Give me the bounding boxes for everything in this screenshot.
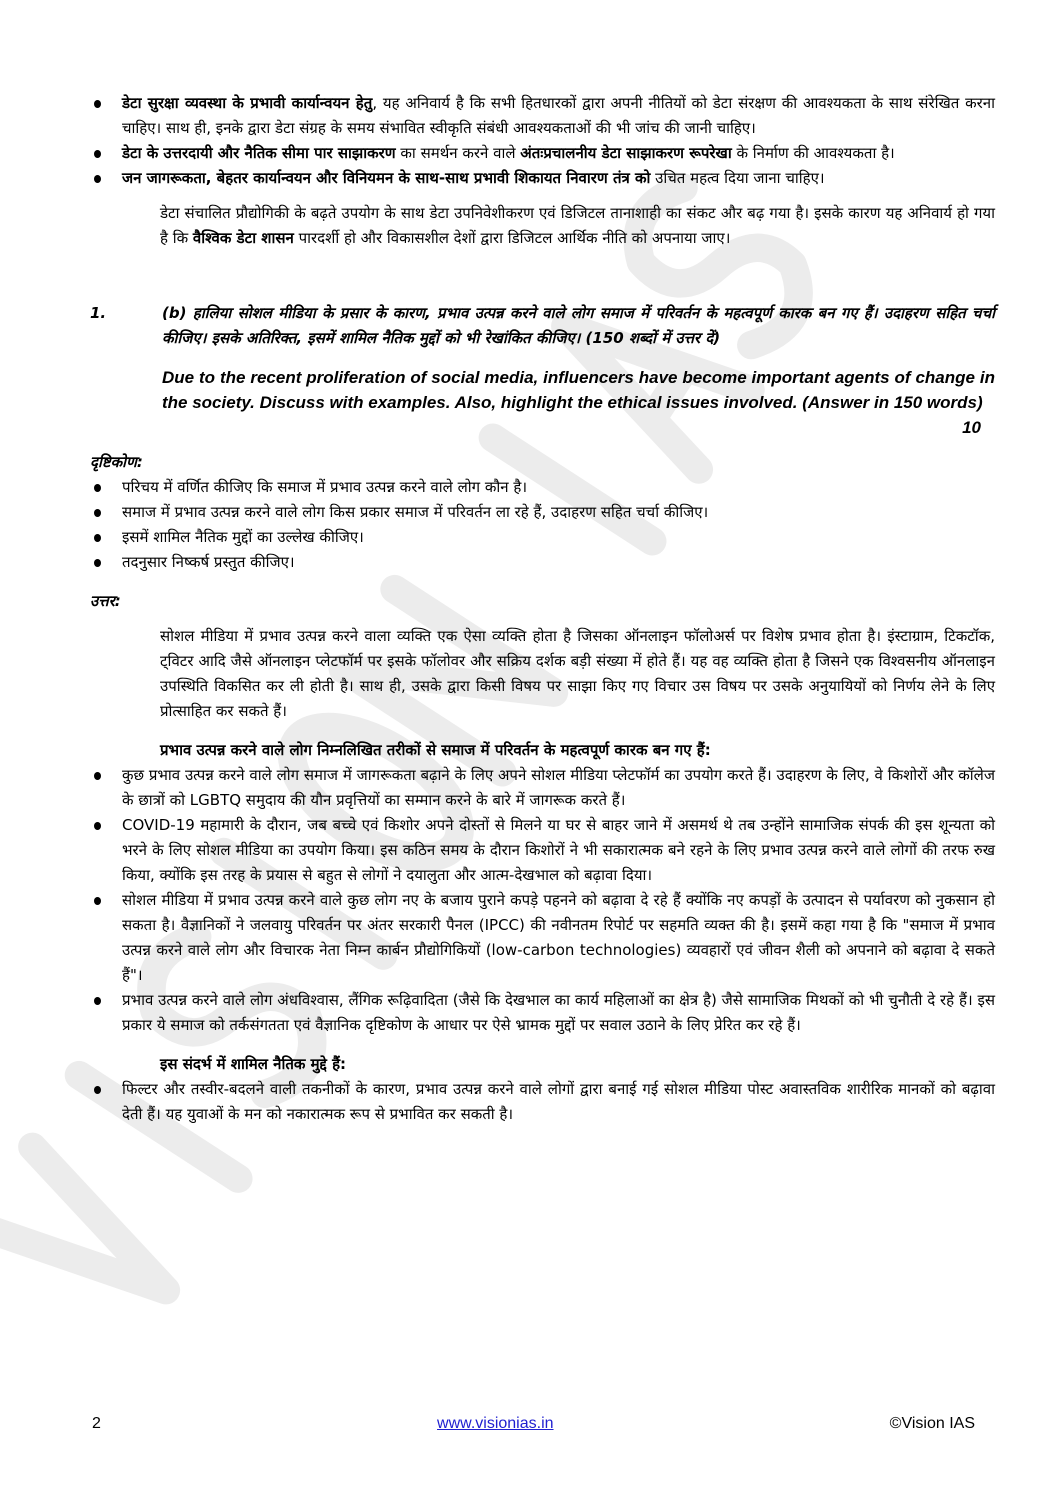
list-item — [90, 500, 995, 525]
conclusion-paragraph — [160, 201, 995, 251]
page-number: 2 — [92, 1415, 101, 1432]
text: कुछ प्रभाव उत्पन्न करने वाले लोग समाज में जागरूकता बढ़ाने के लिए अपने सोशल मीडिया प्लेटफॉर्म का उपयोग करते हैं। उदाहरण के लिए, वे किशोरों और कॉलेज के छात्रों को LGBTQ समुदाय की यौन प्रवृत्तियों का सम्मान करने के बारे में जागरूक करते हैं। — [122, 766, 995, 809]
ethics-heading: इस संदर्भ में शामिल नैतिक मुद्दे हैं: — [160, 1055, 347, 1073]
bullet-icon — [94, 897, 101, 905]
list-item — [90, 988, 995, 1038]
question-marks: 10 — [962, 418, 981, 437]
ethics-list — [90, 1077, 995, 1127]
answer-intro: सोशल मीडिया में प्रभाव उत्पन्न करने वाला व्यक्ति एक ऐसा व्यक्ति होता है जिसका ऑनलाइन फॉलोअर्स पर विशेष प्रभाव होता है। इंस्टाग्राम, टिकटॉक, ट्विटर आदि जैसे ऑनलाइन प्लेटफॉर्म पर इसके फॉलोवर और सक्रिय दर्शक बड़ी संख्या में होते हैं। यह वह व्यक्ति होता है जिसने एक विश्वसनीय ऑनलाइन उपस्थिति विकसित कर ली होती है। साथ ही, उसके द्वारा किसी विषय पर साझा किए गए विचार उस विषय पर उसके अनुयायियों को निर्णय लेने के लिए प्रोत्साहित कर सकते हैं। — [160, 627, 995, 720]
text: डेटा संचालित प्रौद्योगिकी के बढ़ते उपयोग के साथ डेटा उपनिवेशीकरण एवं डिजिटल तानाशाही का संकट और बढ़ गया है। इसके कारण यह अनिवार्य हो गया है कि — [160, 204, 995, 247]
list-item — [90, 475, 995, 500]
approach-list — [90, 475, 995, 575]
text: के निर्माण की आवश्यकता है। — [731, 144, 895, 162]
text: समाज में प्रभाव उत्पन्न करने वाले लोग किस प्रकार समाज में परिवर्तन ला रहे हैं, उदाहरण सहित चर्चा कीजिए। — [122, 503, 709, 521]
list-item — [90, 91, 995, 141]
bullet-icon — [94, 484, 101, 492]
text: , यह अनिवार्य है कि सभी हितधारकों द्वारा अपनी नीतियों को डेटा संरक्षण की आवश्यकता के साथ संरेखित करना चाहिए। साथ ही, इनके द्वारा डेटा संग्रह के समय संभावित स्वीकृति संबंधी आवश्यकताओं की भी जांच की जानी चाहिए। — [122, 94, 995, 137]
list-item — [90, 813, 995, 888]
question-hindi: (b) हालिया सोशल मीडिया के प्रसार के कारण, प्रभाव उत्पन्न करने वाले लोग समाज में परिवर्तन के महत्वपूर्ण कारक बन गए हैं। उदाहरण सहित चर्चा कीजिए। इसके अतिरिक्त, इसमें शामिल नैतिक मुद्दों को भी रेखांकित कीजिए। (150 शब्दों में उत्तर दें) — [162, 304, 995, 347]
list-item — [90, 888, 995, 988]
text: फिल्टर और तस्वीर-बदलने वाली तकनीकों के कारण, प्रभाव उत्पन्न करने वाले लोगों द्वारा बनाई गई सोशल मीडिया पोस्ट अवास्तविक शारीरिक मानकों को बढ़ावा देती हैं। यह युवाओं के मन को नकारात्मक रूप से प्रभावित कर सकती है। — [122, 1080, 995, 1123]
text: पारदर्शी हो और विकासशील देशों द्वारा डिजिटल आर्थिक नीति को अपनाया जाए। — [293, 229, 731, 247]
question — [90, 301, 995, 440]
text: उचित महत्व दिया जाना चाहिए। — [650, 169, 825, 187]
footer — [90, 1391, 995, 1475]
question-number: 1. — [90, 304, 107, 322]
bullet-icon — [94, 822, 101, 830]
text: प्रभाव उत्पन्न करने वाले लोग अंधविश्वास, लैंगिक रूढ़िवादिता (जैसे कि देखभाल का कार्य महिलाओं का क्षेत्र है) जैसे सामाजिक मिथकों को भी चुनौती दे रहे हैं। इस प्रकार ये समाज को तर्कसंगतता एवं वैज्ञानिक दृष्टिकोण के आधार पर ऐसे भ्रामक मुद्दों पर सवाल उठाने के लिए प्रेरित कर रहे हैं। — [122, 991, 995, 1034]
text: सोशल मीडिया में प्रभाव उत्पन्न करने वाले कुछ लोग नए के बजाय पुराने कपड़े पहनने को बढ़ावा दे रहे हैं क्योंकि नए कपड़ों के उत्पादन से पर्यावरण को नुकसान हो सकता है। वैज्ञानिकों ने जलवायु परिवर्तन पर अंतर सरकारी पैनल (IPCC) की नवीनतम रिपोर्ट पर सहमति व्यक्त की है। इसमें कहा गया है कि "समाज में प्रभाव उत्पन्न करने वाले लोग और विचारक नेता निम्न कार्बन प्रौद्योगिकियों (low-carbon technologies) व्यवहारों एवं जीवन शैली को अपनाने को बढ़ावा दे सकते हैं"। — [122, 891, 995, 984]
copyright: ©Vision IAS — [889, 1415, 975, 1432]
top-bullet-list — [90, 91, 995, 191]
bullet-icon — [94, 100, 101, 108]
bullet-icon — [94, 997, 101, 1005]
list-item — [90, 141, 995, 166]
bold-text: जन जागरूकता, बेहतर कार्यान्वयन और विनियमन के साथ-साथ प्रभावी शिकायत निवारण तंत्र को — [122, 169, 651, 187]
list-item — [90, 166, 995, 191]
main-content — [90, 91, 995, 1391]
question-body — [162, 301, 995, 440]
bold-text: डेटा सुरक्षा व्यवस्था के प्रभावी कार्यान्वयन हेतु — [122, 94, 373, 112]
text: COVID-19 महामारी के दौरान, जब बच्चे एवं किशोर अपने दोस्तों से मिलने या घर से बाहर जाने में असमर्थ थे तब उन्होंने सामाजिक संपर्क की इस शून्यता को भरने के लिए सोशल मीडिया का उपयोग किया। इस कठिन समय के दौरान किशोरों ने भी सकारात्मक बने रहने के लिए प्रभाव उत्पन्न करने वाले लोगों की तरफ रुख किया, क्योंकि इस तरह के प्रयास से बहुत से लोगों ने दयालुता और आत्म-देखभाल को बढ़ावा दिया। — [122, 816, 995, 884]
answer-heading: उत्तर: — [90, 592, 121, 610]
bold-text: वैश्विक डेटा शासन — [192, 229, 294, 247]
bullet-icon — [94, 509, 101, 517]
list-item — [90, 525, 995, 550]
text: का समर्थन करने वाले — [395, 144, 521, 162]
bullet-icon — [94, 175, 101, 183]
bold-text: डेटा के उत्तरदायी और नैतिक सीमा पार साझाकरण — [122, 144, 396, 162]
text: इसमें शामिल नैतिक मुद्दों का उल्लेख कीजिए। — [122, 528, 364, 546]
list-item — [90, 550, 995, 575]
change-list — [90, 763, 995, 1038]
bullet-icon — [94, 534, 101, 542]
approach-heading: दृष्टिकोण: — [90, 453, 143, 471]
bullet-icon — [94, 1086, 101, 1094]
change-heading: प्रभाव उत्पन्न करने वाले लोग निम्नलिखित तरीकों से समाज में परिवर्तन के महत्वपूर्ण कारक बन गए हैं: — [160, 741, 711, 759]
bullet-icon — [94, 150, 101, 158]
bold-text: अंतःप्रचालनीय डेटा साझाकरण रूपरेखा — [520, 144, 732, 162]
list-item — [90, 763, 995, 813]
text: तदनुसार निष्कर्ष प्रस्तुत कीजिए। — [122, 553, 295, 571]
question-english — [162, 365, 995, 440]
bullet-icon — [94, 559, 101, 567]
bullet-icon — [94, 772, 101, 780]
website-link[interactable]: www.visionias.in — [437, 1415, 554, 1432]
question-english-text: Due to the recent proliferation of social media, influencers have become important agents of change in the society. Discuss with examples. Also, highlight the ethical issues involved. (Answer in 150 words) — [162, 368, 995, 412]
list-item — [90, 1077, 995, 1127]
text: परिचय में वर्णित कीजिए कि समाज में प्रभाव उत्पन्न करने वाले लोग कौन है। — [122, 478, 528, 496]
